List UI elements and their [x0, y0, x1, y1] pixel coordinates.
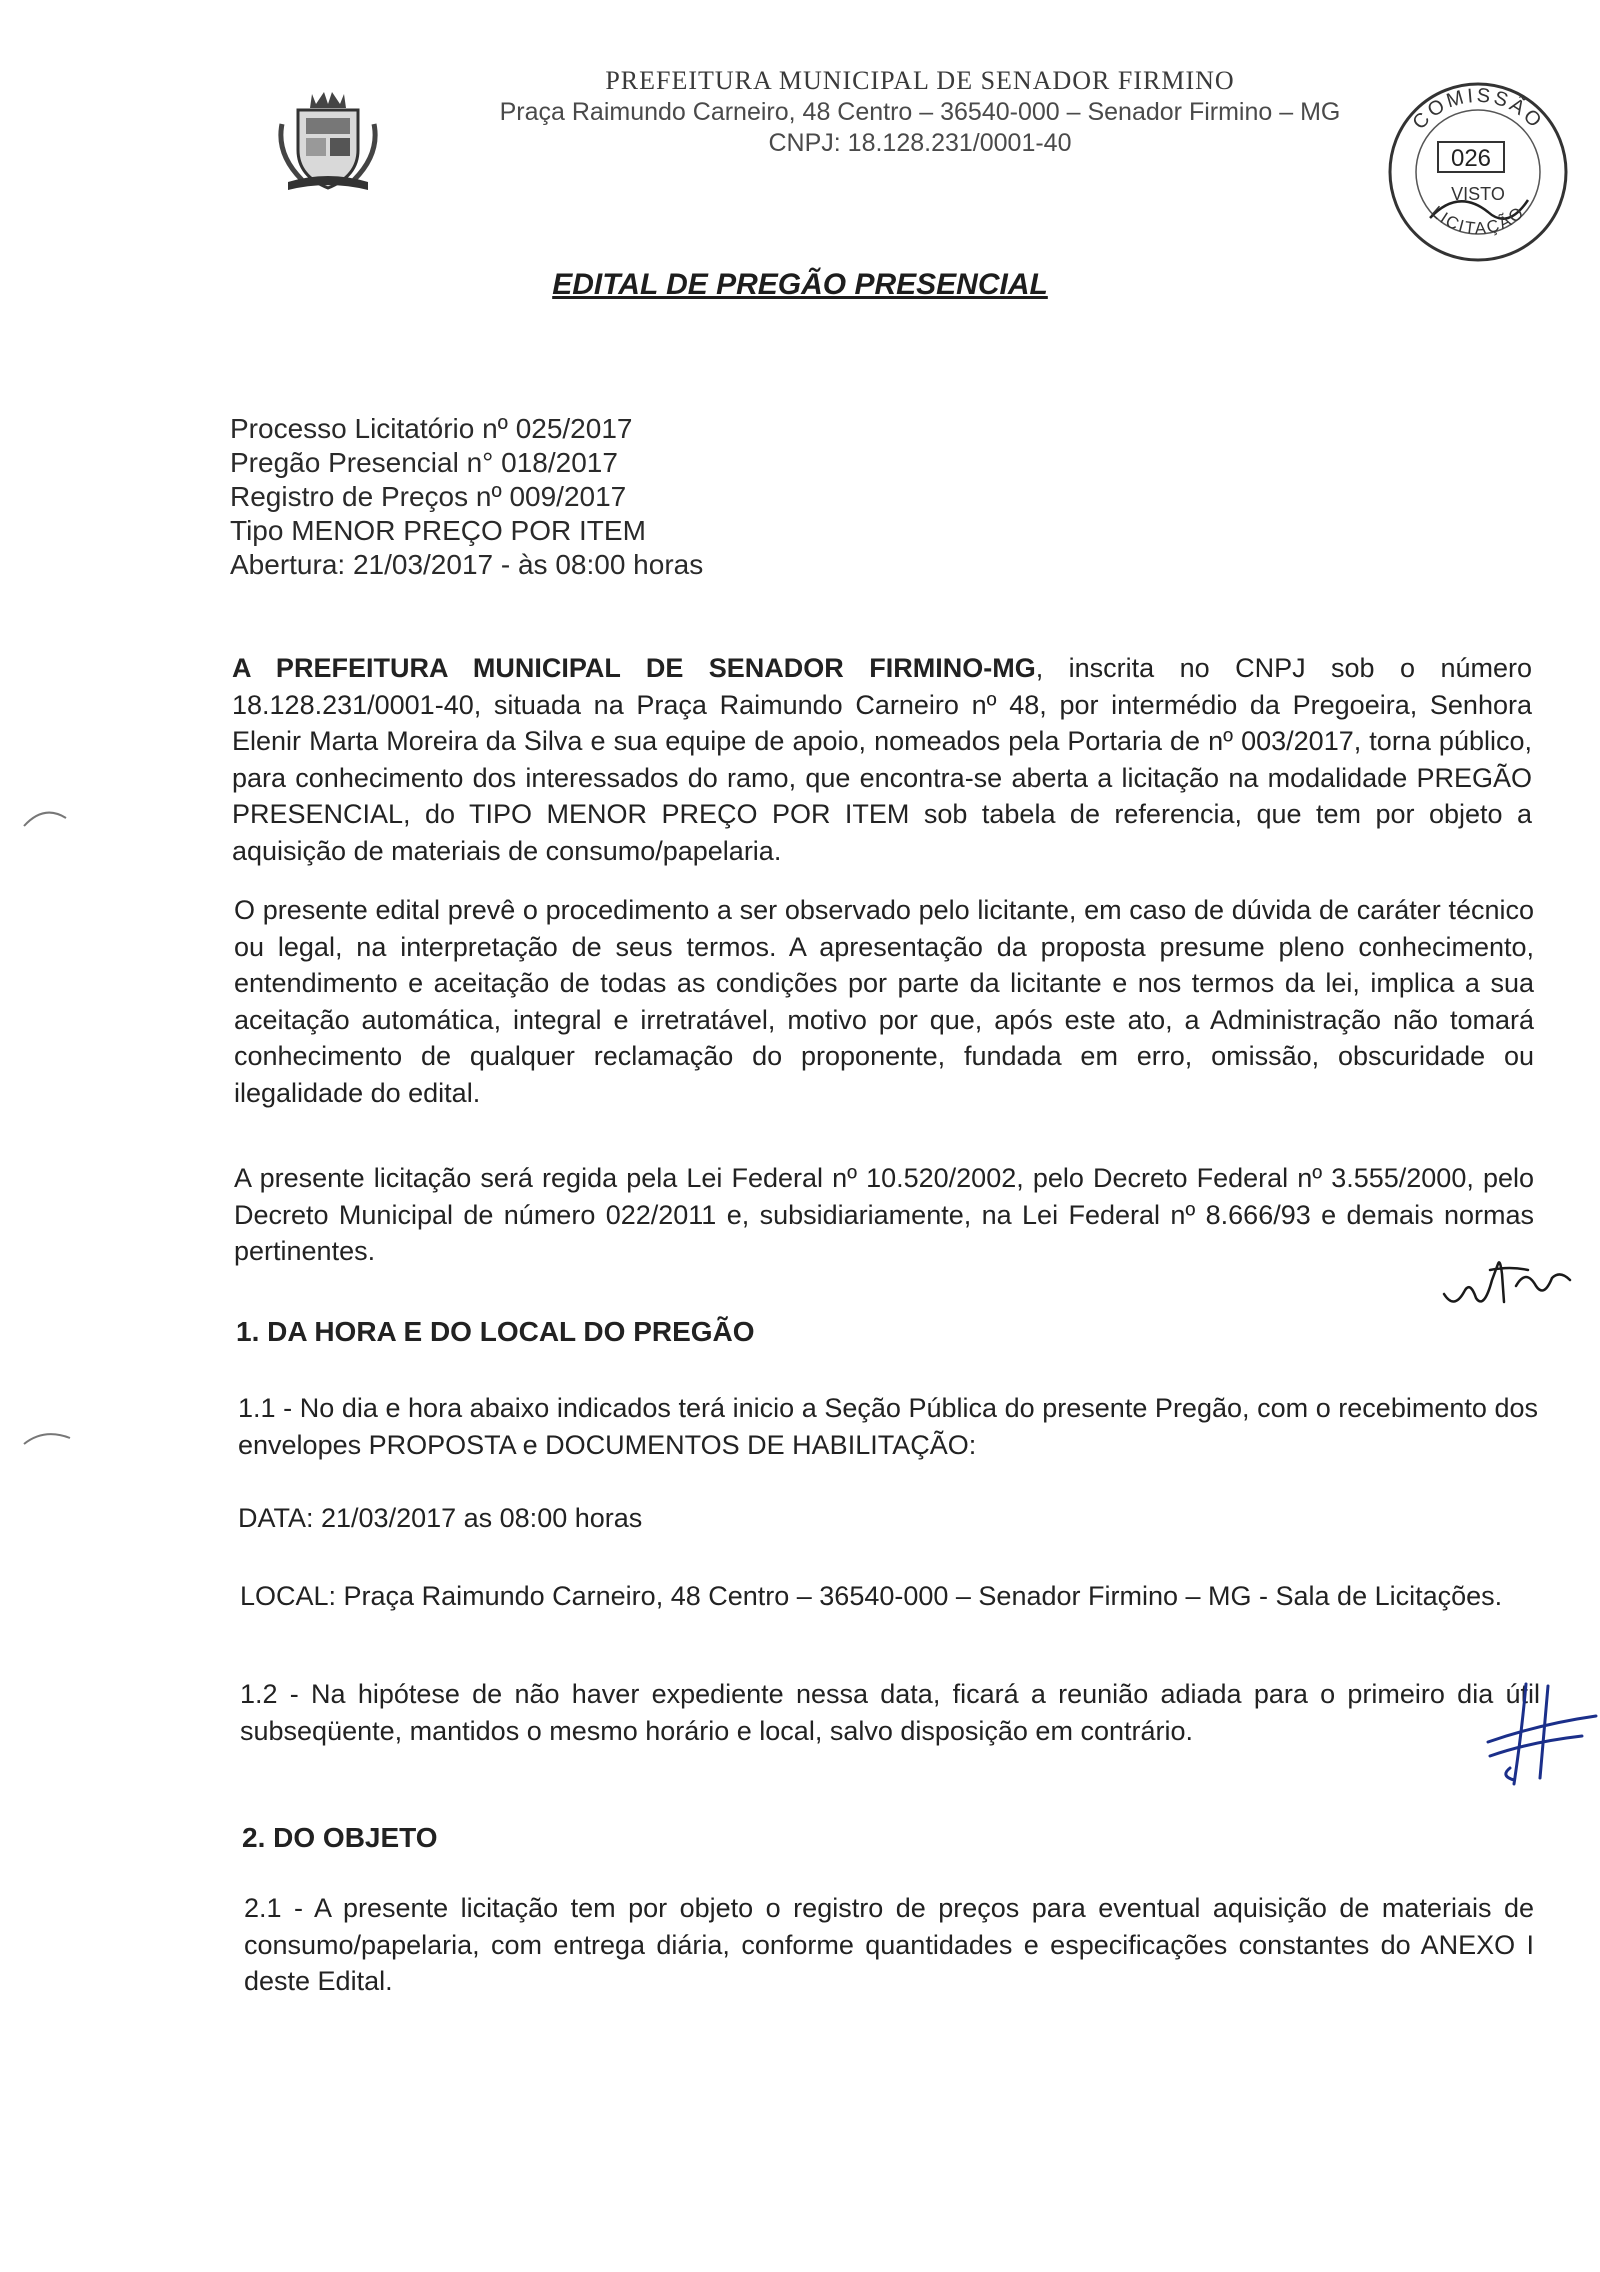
paragraph-legal-text: A presente licitação será regida pela Lei Federal nº 10.520/2002, pelo Decreto Federal nº 3.555/2000, pelo Decreto Municipal de número 022/2011 e, subsidiariamente, na Lei Federal nº 8.666/93 e demais normas pertinentes. [234, 1163, 1534, 1266]
letterhead-name: PREFEITURA MUNICIPAL DE SENADOR FIRMINO [605, 66, 1235, 95]
registro-number: Registro de Preços nº 009/2017 [230, 481, 627, 512]
paragraph-procedure [234, 892, 1534, 1111]
paragraph-procedure-text: O presente edital prevê o procedimento a ser observado pelo licitante, em caso de dúvida de caráter técnico ou legal, na interpretação de seus termos. A apresentação da proposta presume pleno conhecimento, entendimento e aceitação de todas as condições por parte da licitante e nos termos da lei, implica a sua aceitação automática, integral e irretratável, motivo por que, após este ato, a Administração não tomará conhecimento de qualquer reclamação do proponente, fundada em erro, omissão, obscuridade ou ilegalidade do edital. [234, 895, 1534, 1108]
municipal-crest-icon [272, 84, 384, 196]
section-1-heading: 1. DA HORA E DO LOCAL DO PREGÃO [236, 1316, 755, 1347]
section-2-heading: 2. DO OBJETO [242, 1822, 438, 1853]
section-2-item-1-text: 2.1 - A presente licitação tem por objeto o registro de preços para eventual aquisição de materiais de consumo/papelaria, com entrega diária, conforme quantidades e especificações constantes do ANEXO I deste Edital. [244, 1893, 1534, 1996]
section-1-item-1 [238, 1390, 1538, 1463]
letterhead-address: Praça Raimundo Carneiro, 48 Centro – 36540-000 – Senador Firmino – MG [499, 98, 1341, 126]
section-1-item-2-text: 1.2 - Na hipótese de não haver expediente nessa data, ficará a reunião adiada para o primeiro dia útil subseqüente, mantidos o mesmo horário e local, salvo disposição em contrário. [240, 1679, 1540, 1746]
stamp-number: 026 [1450, 145, 1492, 172]
intro-bold: A PREFEITURA MUNICIPAL DE SENADOR FIRMINO-MG [232, 653, 1036, 683]
process-number: Processo Licitatório nº 025/2017 [230, 413, 633, 444]
intro-text: , inscrita no CNPJ sob o número 18.128.231/0001-40, situada na Praça Raimundo Carneiro nº 48, por intermédio da Pregoeira, Senhora Elenir Marta Moreira da Silva e sua equipe de apoio, nomeados pela Portaria de nº 003/2017, torna público, para conhecimento dos interessados do ramo, que encontra-se aberta a licitação na modalidade PREGÃO PRESENCIAL, do TIPO MENOR PREÇO POR ITEM sob tabela de referencia, que tem por objeto a aquisição de materiais de consumo/papelaria. [232, 653, 1533, 866]
section-1-date-text: DATA: 21/03/2017 as 08:00 horas [238, 1503, 643, 1533]
margin-mark [20, 800, 80, 830]
svg-text:LICITAÇÃO [1427, 202, 1528, 238]
commission-stamp [1378, 72, 1578, 272]
section-1-date [238, 1500, 1538, 1537]
stamp-visto: VISTO [1451, 184, 1505, 204]
section-2-item-1 [244, 1890, 1534, 2000]
abertura-line: Abertura: 21/03/2017 - às 08:00 horas [230, 549, 704, 580]
letterhead [440, 66, 1400, 158]
section-1-item-2 [240, 1676, 1540, 1749]
intro-paragraph [232, 650, 1532, 869]
tipo-line: Tipo MENOR PREÇO POR ITEM [230, 515, 646, 546]
stamp-top-text: COMISSÃO [1408, 84, 1548, 134]
handwritten-initials [1440, 1240, 1600, 1320]
pregao-number: Pregão Presencial n° 018/2017 [230, 447, 618, 478]
stamp-bottom-text: LICITAÇÃO [1427, 202, 1529, 239]
handwritten-signature [1470, 1680, 1600, 1790]
document-title: EDITAL DE PREGÃO PRESENCIAL [552, 268, 1048, 301]
process-info [230, 412, 703, 582]
letterhead-cnpj: CNPJ: 18.128.231/0001-40 [768, 129, 1072, 157]
paragraph-legal [234, 1160, 1534, 1270]
section-1-local-text: LOCAL: Praça Raimundo Carneiro, 48 Centro – 36540-000 – Senador Firmino – MG - Sala de Licitações. [240, 1581, 1503, 1611]
margin-mark [20, 1422, 80, 1452]
section-1-item-1-text: 1.1 - No dia e hora abaixo indicados terá inicio a Seção Pública do presente Pregão, com o recebimento dos envelopes PROPOSTA e DOCUMENTOS DE HABILITAÇÃO: [238, 1393, 1538, 1460]
section-1-local [240, 1578, 1540, 1615]
